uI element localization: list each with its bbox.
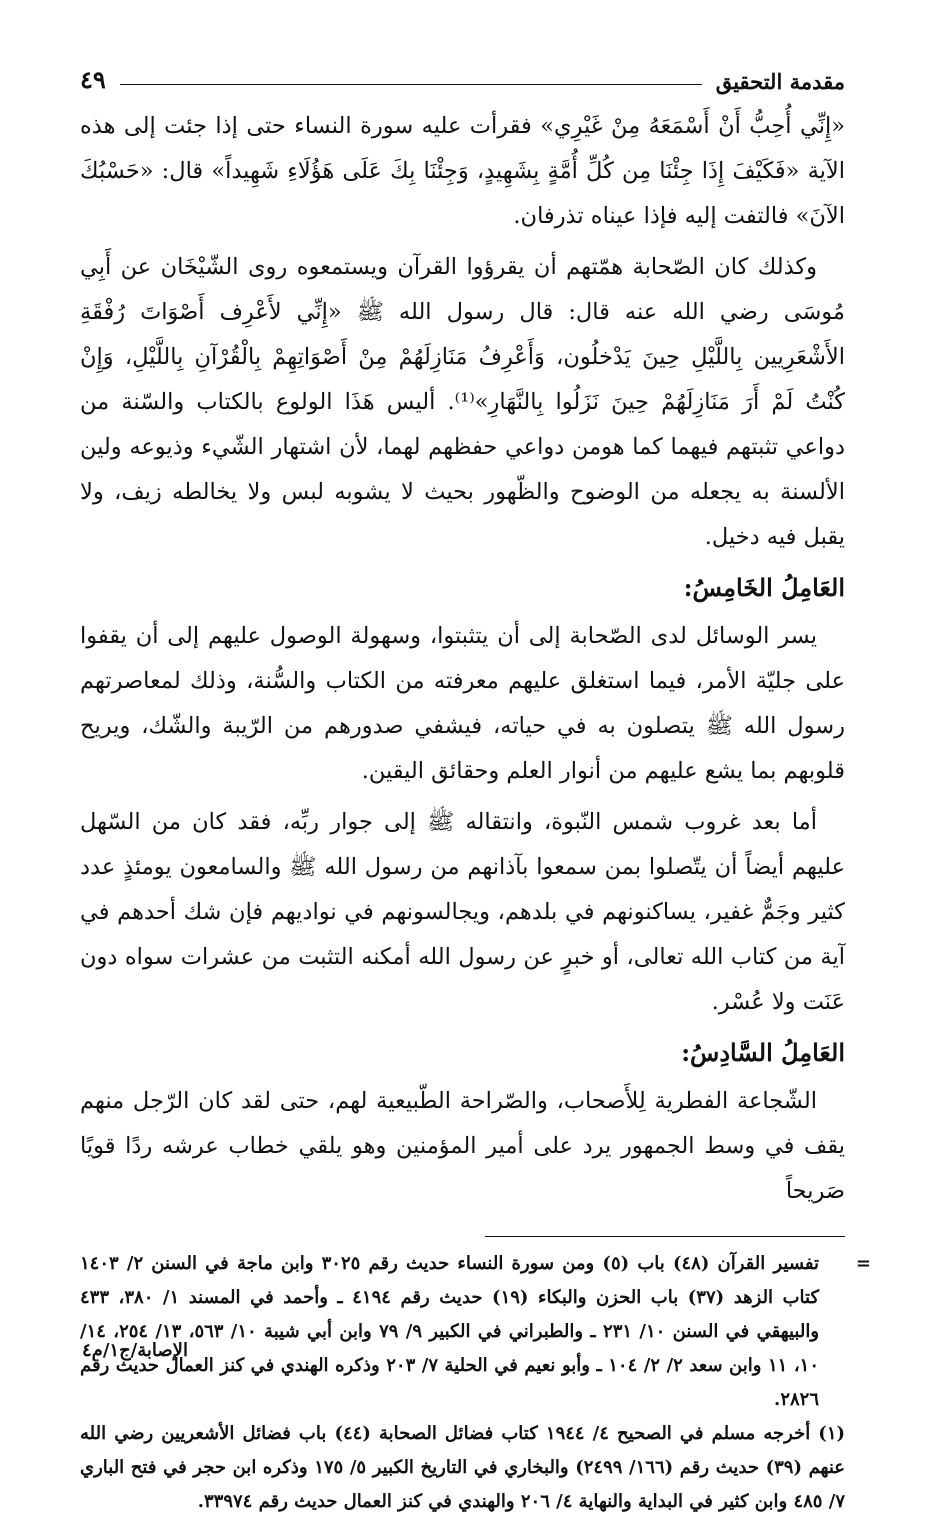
header-rule [120, 84, 702, 85]
footnote-continuation-marker: = [855, 1253, 871, 1274]
paragraph-1: «إِنِّي أُحِبُّ أَنْ أَسْمَعَهُ مِنْ غَيْرِي» فقرأت عليه سورة النساء حتى إذا جئت إلى هذه الآية «فَكَيْفَ إِذَا جِئْنَا مِن كُلِّ أُمَّةٍ بِشَهِيدٍ، وَجِئْنَا بِكَ عَلَى هَؤُلَاءِ شَهِيداً» قال: «حَسْبُكَ الآنَ» فالتفت إليه فإذا عيناه تذرفان. [80, 113, 845, 229]
section-heading-6: العَامِلُ السَّادِسُ: [681, 1038, 845, 1067]
footnote-1: (١) أخرجه مسلم في الصحيح ٤/ ١٩٤٤ كتاب فضائل الصحابة (٤٤) باب فضائل الأشعريين رضي الله عنهم (٣٩) حديث رقم (١٦٦/ ٢٤٩٩) والبخاري في التاريخ الكبير ٥/ ١٧٥ وذكره ابن حجر في فتح الباري ٧/ ٤٨٥ وابن كثير في البداية والنهاية ٤/ ٢٠٦ والهندي في كنز العمال حديث رقم ٣٣٩٧٤. [80, 1423, 846, 1512]
paragraph-5: الشّجاعة الفطرية لِلأَصحاب، والصّراحة الطّبيعية لهم، حتى لقد كان الرّجل منهم يقف في وسط الجمهور يرد على أمير المؤمنين وهو يلقي خطاب عرشه ردًا قويًا صَريحاً [80, 1088, 845, 1204]
footnote-continuation-text: تفسير القرآن (٤٨) باب (٥) ومن سورة النساء حديث رقم ٣٠٢٥ وابن ماجة في السنن ٢/ ١٤٠٣ كتاب الزهد (٣٧) باب الحزن والبكاء (١٩) حديث رقم ٤١٩٤ ـ وأحمد في المسند ١/ ٣٨٠، ٤٣٣ والبيهقي في السنن ١٠/ ٢٣١ ـ والطبراني في الكبير ٩/ ٧٩ وابن أبي شيبة ١٠/ ٥٦٣، ١٣/ ٢٥٤، ١٤/ ١٠، ١١ وابن سعد ٢/ ٢/ ١٠٤ ـ وأبو نعيم في الحلية ٧/ ٢٠٣ وذكره الهندي في كنز العمال حديث رقم ٢٨٢٦. [80, 1253, 820, 1410]
running-header [80, 58, 845, 94]
paragraph-3: يسر الوسائل لدى الصّحابة إلى أن يتثبتوا، وسهولة الوصول عليهم إلى أن يقفوا على جليّة الأمر، فيما استغلق عليهم معرفته من الكتاب والسُّنة، وذلك لمعاصرتهم رسول الله ﷺ يتصلون به في حياته، فيشفي صدورهم من الرّيبة والشّك، ويريح قلوبهم بما يشع عليهم من أنوار العلم وحقائق اليقين. [80, 623, 845, 784]
page-number: ٤٩ [80, 65, 106, 94]
footnote-continuation [80, 1247, 871, 1417]
footnote-separator [485, 1236, 845, 1237]
header-title: مقدمة التحقيق [715, 69, 845, 94]
printer-signature: الإصابة/ج١/م٤ [82, 1340, 188, 1361]
footnotes [80, 1247, 871, 1519]
paragraph-2: وكذلك كان الصّحابة همّتهم أن يقرؤوا القرآن ويستمعوه روى الشّيْخَان عن أَبِي مُوسَى رضي الله عنه قال: قال رسول الله ﷺ «إِنِّي لأَعْرِف أَصْوَاتَ رُفْقَةِ الأَشْعَرِيين بِاللَّيْلِ حِينَ يَدْخلُون، وَأَعْرِفُ مَنَازِلَهُمْ مِنْ أَصْوَاتِهِمْ بِالْقُرْآنِ بِاللَّيْلِ، وَإِنْ كُنْتُ لَمْ أَرَ مَنَازِلَهُمْ حِينَ نَزَلُوا بِالنَّهَارِ»⁽¹⁾. أليس هَذَا الولوع بالكتاب والسّنة من دواعي تثبتهم فيهما كما هومن دواعي حفظهم لهما، لأن اشتهار الشّيء وذيوعه ولين الألسنة به يجعله من الوضوح والظّهور بحيث لا يشوبه لبس ولا يخالطه زيف، ولا يقبل فيه دخيل. [80, 254, 845, 550]
paragraph-4: أما بعد غروب شمس النّبوة، وانتقاله ﷺ إلى جوار ربِّه، فقد كان من السّهل عليهم أيضاً أن يتّصلوا بمن سمعوا بآذانهم من رسول الله ﷺ والسامعون يومئذٍ عدد كثير وجَمٌّ غفير، يساكنونهم في بلدهم، ويجالسونهم في نواديهم فإن شك أحدهم في آية من كتاب الله تعالى، أو خبرٍ عن رسول الله أمكنه التثبت من عشرات سواه دون عَنَت ولا عُسْر. [80, 809, 845, 1015]
section-heading-5: العَامِلُ الخَامِسُ: [683, 573, 845, 602]
